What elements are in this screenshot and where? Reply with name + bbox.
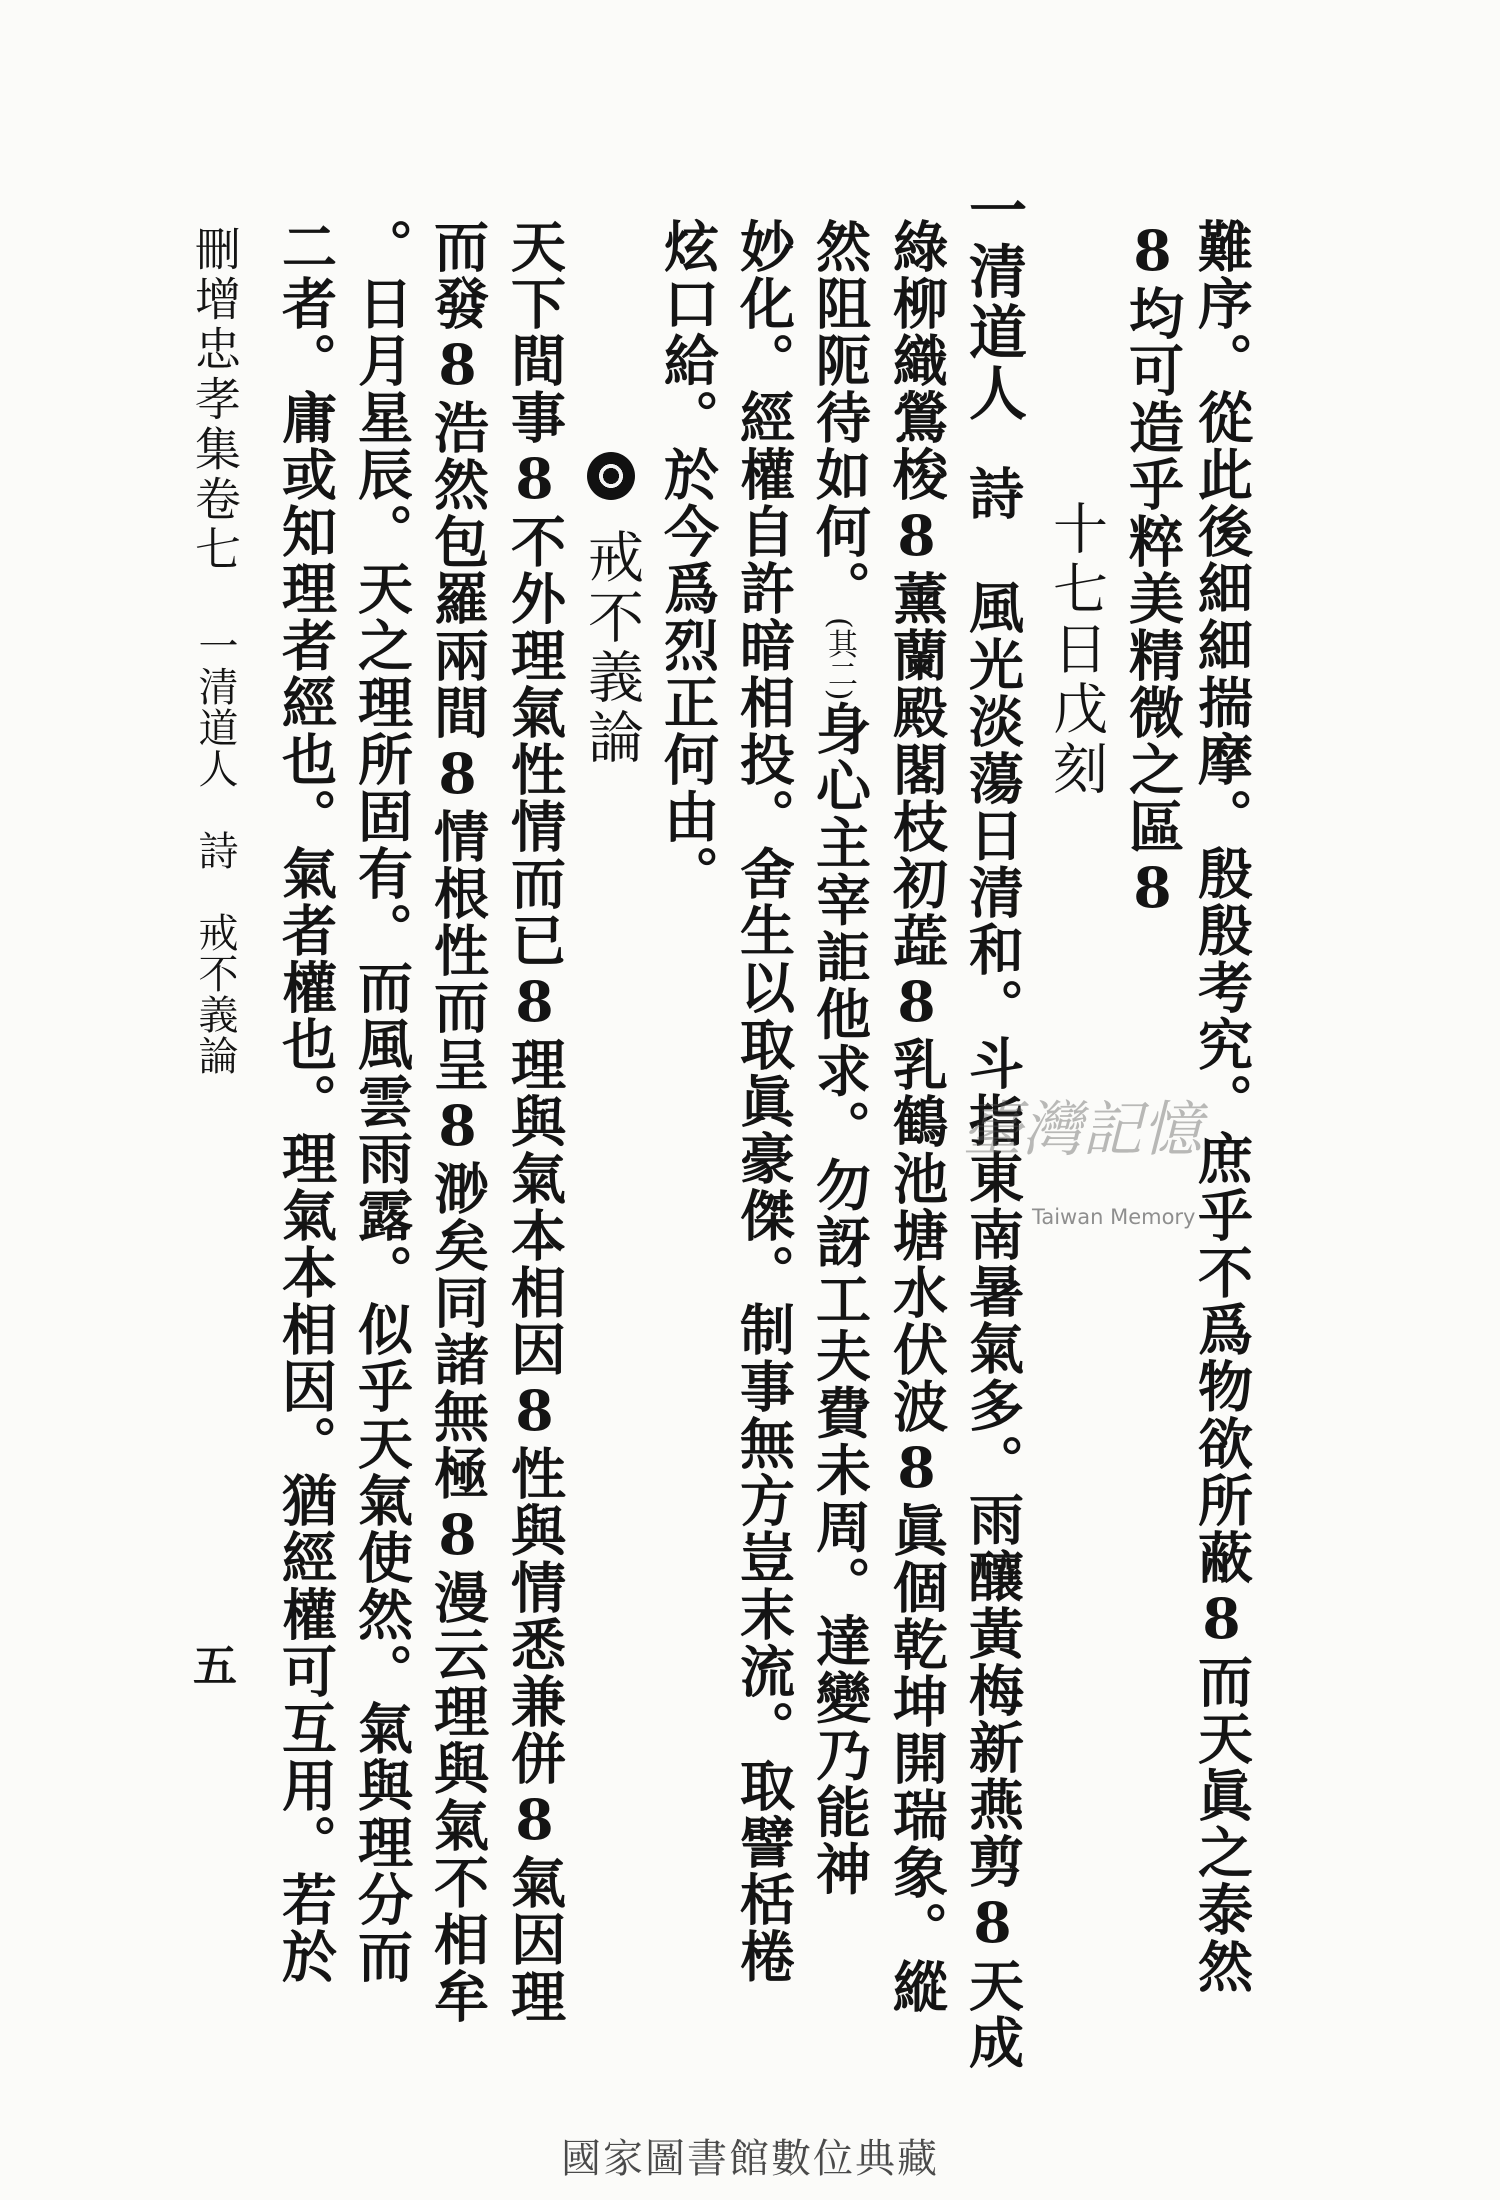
poem-line-column-5: 炫口給。於今爲烈正何由。: [655, 218, 720, 902]
poem-genre-label: 詩: [960, 465, 1025, 522]
poem-line-column-3: [807, 218, 872, 1898]
watermark-subtext: Taiwan Memory: [1032, 1205, 1196, 1229]
section-marker-icon: [587, 452, 635, 500]
poem-author: 一清道人: [959, 180, 1027, 424]
text-column-1: 難序。從此後細細揣摩。殷殷考究。庶乎不爲物欲所蔽8而天眞之泰然: [1189, 218, 1254, 1995]
archive-footer: 國家圖書館數位典藏: [561, 2136, 939, 2182]
poem-text: 身心主宰詎他求。勿訝工夫費未周。達變乃能神: [807, 700, 872, 1898]
poem-text: 然阻阨待如何。: [807, 218, 872, 617]
poem-number-note: (其二): [822, 617, 857, 701]
text-column-2: 8均可造乎粹美精微之區8: [1120, 218, 1185, 922]
essay-column-2: 而發8浩然包羅兩間8情根性而呈8渺矣同諸無極8漫云理與氣不相牟: [425, 218, 490, 2025]
poem-line-column-2: 綠柳織鶯梭8薰蘭殿閣枝初蕋8乳鶴池塘水伏波8眞個乾坤開瑞象。縱: [884, 218, 949, 2015]
date-heading: 十七日戊刻: [1044, 500, 1108, 800]
poem-line-column-4: 妙化。經權自許暗相投。舍生以取眞豪傑。制事無方豈末流。取譬栝棬: [731, 218, 796, 1985]
poem-line-column-1: 風光淡蕩日清和。斗指東南暑氣多。雨釀黃梅新燕剪8天成: [960, 579, 1025, 2071]
book-title: 刪增忠孝集卷七: [188, 225, 242, 575]
essay-column-3: 。日月星辰。天之理所固有。而風雲雨露。似乎天氣使然。氣與理分而: [349, 218, 414, 1985]
watermark-logo-text: 臺灣記憶: [962, 1095, 1202, 1165]
running-head: 一清道人 詩 戒不義論: [192, 625, 238, 1076]
essay-column-4: 二者。庸或知理者經也。氣者權也。理氣本相因。猶經權可互用。若於: [273, 218, 338, 1985]
essay-column-1: 天下間事8不外理氣性情而已8理與氣本相因8性與情悉兼併8氣因理: [502, 218, 567, 2025]
page-number: 五: [193, 1641, 237, 1692]
essay-title: 戒不義論: [579, 528, 644, 768]
